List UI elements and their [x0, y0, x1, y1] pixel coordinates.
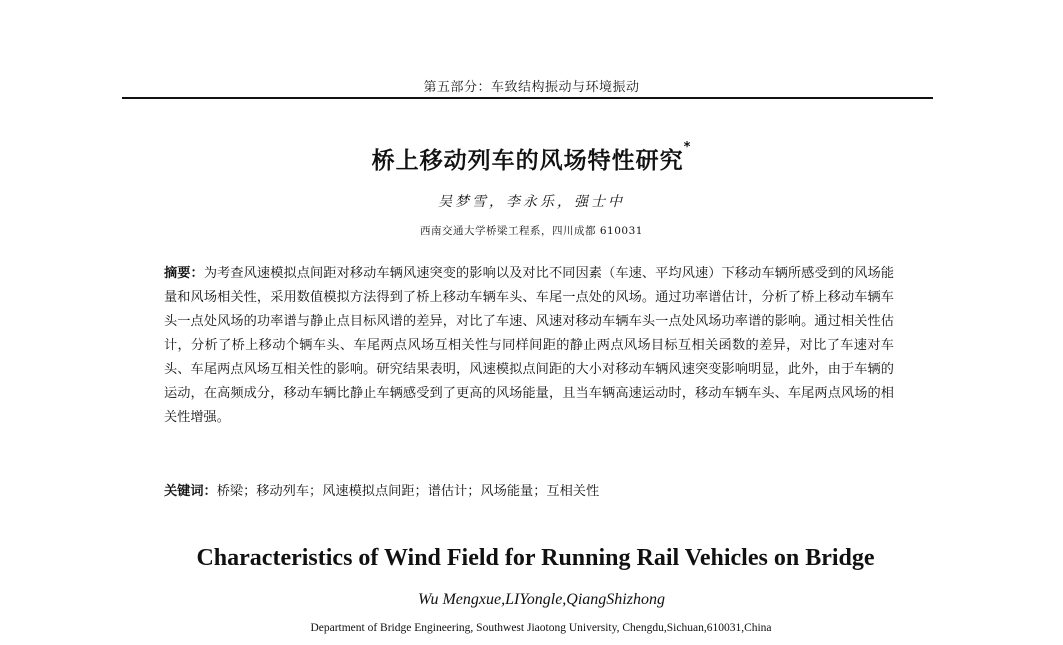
- chinese-abstract: [164, 262, 894, 430]
- chinese-title-text: 桥上移动列车的风场特性研究: [371, 148, 684, 174]
- keywords-label: 关键词：: [164, 484, 217, 499]
- header-divider: [122, 97, 933, 99]
- chinese-title: [0, 142, 1063, 175]
- chinese-affiliation: 西南交通大学桥梁工程系，四川成都 610031: [420, 225, 643, 237]
- english-authors: Wu Mengxue,LIYongle,QiangShizhong: [418, 591, 665, 608]
- chinese-authors: 吴梦雪，李永乐，强士中: [438, 194, 625, 210]
- abstract-label: 摘要：: [164, 266, 204, 281]
- abstract-text: 为考查风速模拟点间距对移动车辆风速突变的影响以及对比不同因素（车速、平均风速）下移动车辆所感受到的风场能量和风场相关性，采用数值模拟方法得到了桥上移动车辆车头、车尾一点处的风场。通过功率谱估计，分析了桥上移动车辆车头一点处风场的功率谱与静止点目标风谱的差异，对比了车速、风速对移动车辆车头一点处风场功率谱的影响。通过相关性估计，分析了桥上移动个辆车头、车尾两点风场互相关性与同样间距的静止两点风场目标互相关函数的差异，对比了车速对车头、车尾两点风场互相关性的影响。研究结果表明，风速模拟点间距的大小对移动车辆风速突变影响明显，此外，由于车辆的运动，在高频成分，移动车辆比静止车辆感受到了更高的风场能量，且当车辆高速运动时，移动车辆车头、车尾两点风场的相关性增强。: [164, 266, 895, 425]
- english-affiliation: Department of Bridge Engineering, Southwest Jiaotong University, Chengdu,Sichuan,610031,China: [310, 622, 772, 634]
- title-footnote-mark: *: [683, 140, 692, 155]
- keywords-text: 桥梁；移动列车；风速模拟点间距；谱估计；风场能量；互相关性: [216, 484, 600, 499]
- section-header: 第五部分：车致结构振动与环境振动: [423, 80, 640, 95]
- english-title: Characteristics of Wind Field for Running Rail Vehicles on Bridge: [196, 545, 875, 571]
- chinese-keywords: [164, 482, 894, 502]
